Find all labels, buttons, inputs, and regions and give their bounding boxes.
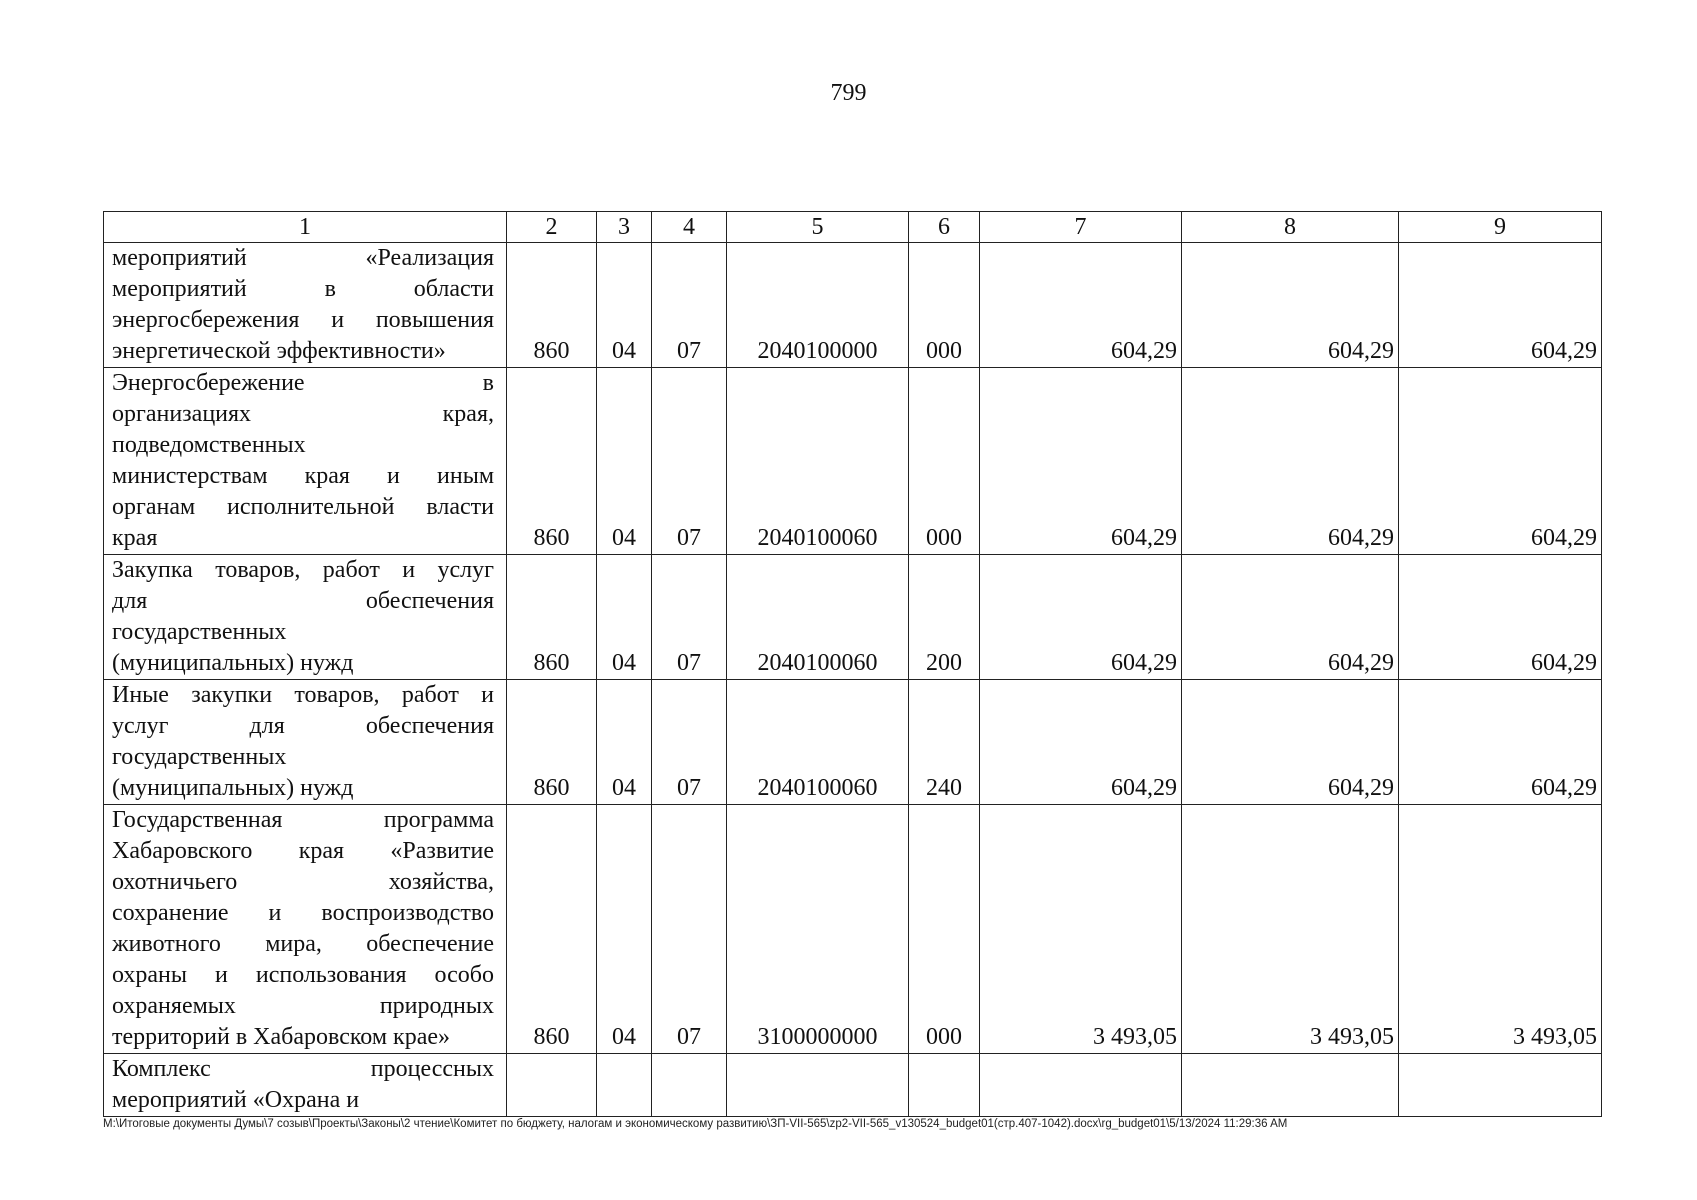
table-row bbox=[104, 555, 1602, 680]
expense-type-code: 240 bbox=[909, 680, 980, 805]
column-header: 9 bbox=[1399, 212, 1602, 243]
description-line: услуг для обеспечения bbox=[112, 713, 494, 739]
admin-code bbox=[507, 1054, 597, 1117]
description-line: организациях края, bbox=[112, 401, 494, 427]
amount-year2: 604,29 bbox=[1182, 368, 1399, 555]
row-description bbox=[104, 368, 507, 555]
description-line: охраны и использования особо bbox=[112, 962, 494, 988]
amount-year3 bbox=[1399, 1054, 1602, 1117]
section-code: 04 bbox=[597, 368, 652, 555]
expense-type-code: 000 bbox=[909, 243, 980, 368]
expense-type-code bbox=[909, 1054, 980, 1117]
section-code: 04 bbox=[597, 680, 652, 805]
amount-year3: 604,29 bbox=[1399, 680, 1602, 805]
target-article-code: 2040100060 bbox=[727, 368, 909, 555]
table-header-row bbox=[104, 212, 1602, 243]
column-header: 5 bbox=[727, 212, 909, 243]
description-line: Хабаровского края «Развитие bbox=[112, 838, 494, 864]
target-article-code: 2040100000 bbox=[727, 243, 909, 368]
column-header: 4 bbox=[652, 212, 727, 243]
amount-year1: 604,29 bbox=[980, 243, 1182, 368]
amount-year1 bbox=[980, 1054, 1182, 1117]
table-row bbox=[104, 368, 1602, 555]
amount-year1: 3 493,05 bbox=[980, 805, 1182, 1054]
row-description bbox=[104, 680, 507, 805]
description-line: для обеспечения bbox=[112, 588, 494, 614]
description-line: подведомственных bbox=[112, 432, 306, 458]
subsection-code: 07 bbox=[652, 555, 727, 680]
table-row bbox=[104, 680, 1602, 805]
section-code: 04 bbox=[597, 243, 652, 368]
amount-year2: 3 493,05 bbox=[1182, 805, 1399, 1054]
page-number: 799 bbox=[830, 80, 867, 106]
row-description bbox=[104, 555, 507, 680]
target-article-code: 3100000000 bbox=[727, 805, 909, 1054]
subsection-code: 07 bbox=[652, 680, 727, 805]
table-row bbox=[104, 243, 1602, 368]
admin-code: 860 bbox=[507, 805, 597, 1054]
description-line: животного мира, обеспечение bbox=[112, 931, 494, 957]
column-header: 1 bbox=[104, 212, 507, 243]
amount-year2: 604,29 bbox=[1182, 680, 1399, 805]
description-line: (муниципальных) нужд bbox=[112, 775, 354, 801]
amount-year3: 604,29 bbox=[1399, 368, 1602, 555]
amount-year1: 604,29 bbox=[980, 680, 1182, 805]
row-description bbox=[104, 243, 507, 368]
description-line: Комплекс процессных bbox=[112, 1056, 494, 1082]
section-code bbox=[597, 1054, 652, 1117]
expense-type-code: 200 bbox=[909, 555, 980, 680]
column-header: 7 bbox=[980, 212, 1182, 243]
amount-year2: 604,29 bbox=[1182, 555, 1399, 680]
row-description bbox=[104, 1054, 507, 1117]
admin-code: 860 bbox=[507, 243, 597, 368]
amount-year2 bbox=[1182, 1054, 1399, 1117]
target-article-code: 2040100060 bbox=[727, 555, 909, 680]
description-line: края bbox=[112, 525, 158, 551]
description-line: Иные закупки товаров, работ и bbox=[112, 682, 494, 708]
subsection-code: 07 bbox=[652, 805, 727, 1054]
table-row bbox=[104, 805, 1602, 1054]
admin-code: 860 bbox=[507, 555, 597, 680]
description-line: министерствам края и иным bbox=[112, 463, 494, 489]
amount-year2: 604,29 bbox=[1182, 243, 1399, 368]
target-article-code: 2040100060 bbox=[727, 680, 909, 805]
column-header: 2 bbox=[507, 212, 597, 243]
description-line: государственных bbox=[112, 619, 287, 645]
subsection-code: 07 bbox=[652, 243, 727, 368]
description-line: мероприятий «Реализация bbox=[112, 245, 494, 271]
amount-year3: 3 493,05 bbox=[1399, 805, 1602, 1054]
description-line: органам исполнительной власти bbox=[112, 494, 494, 520]
description-line: охотничьего хозяйства, bbox=[112, 869, 494, 895]
description-line: охраняемых природных bbox=[112, 993, 494, 1019]
column-header: 6 bbox=[909, 212, 980, 243]
description-line: территорий в Хабаровском крае» bbox=[112, 1024, 451, 1050]
description-line: энергетической эффективности» bbox=[112, 338, 446, 364]
expense-type-code: 000 bbox=[909, 805, 980, 1054]
description-line: (муниципальных) нужд bbox=[112, 650, 354, 676]
column-header: 8 bbox=[1182, 212, 1399, 243]
amount-year1: 604,29 bbox=[980, 368, 1182, 555]
amount-year3: 604,29 bbox=[1399, 243, 1602, 368]
amount-year3: 604,29 bbox=[1399, 555, 1602, 680]
subsection-code: 07 bbox=[652, 368, 727, 555]
file-path-footer: М:\Итоговые документы Думы\7 созыв\Проекты\Законы\2 чтение\Комитет по бюджету, налогам и экономическому развитию\ЗП-VII-565\zp2-VII-565_v130524_budget01(стр.407-1042).docx\rg_budget01\5/13/2024 11:29:36 AM bbox=[103, 1118, 1288, 1130]
description-line: Энергосбережение в bbox=[112, 370, 494, 396]
description-line: мероприятий «Охрана и bbox=[112, 1087, 360, 1113]
table-row bbox=[104, 1054, 1602, 1117]
section-code: 04 bbox=[597, 805, 652, 1054]
description-line: мероприятий в области bbox=[112, 276, 494, 302]
budget-table bbox=[103, 211, 1602, 1117]
description-line: Государственная программа bbox=[112, 807, 494, 833]
admin-code: 860 bbox=[507, 680, 597, 805]
row-description bbox=[104, 805, 507, 1054]
section-code: 04 bbox=[597, 555, 652, 680]
description-line: государственных bbox=[112, 744, 287, 770]
subsection-code bbox=[652, 1054, 727, 1117]
description-line: энергосбережения и повышения bbox=[112, 307, 494, 333]
amount-year1: 604,29 bbox=[980, 555, 1182, 680]
target-article-code bbox=[727, 1054, 909, 1117]
admin-code: 860 bbox=[507, 368, 597, 555]
description-line: Закупка товаров, работ и услуг bbox=[112, 557, 494, 583]
expense-type-code: 000 bbox=[909, 368, 980, 555]
column-header: 3 bbox=[597, 212, 652, 243]
description-line: сохранение и воспроизводство bbox=[112, 900, 494, 926]
